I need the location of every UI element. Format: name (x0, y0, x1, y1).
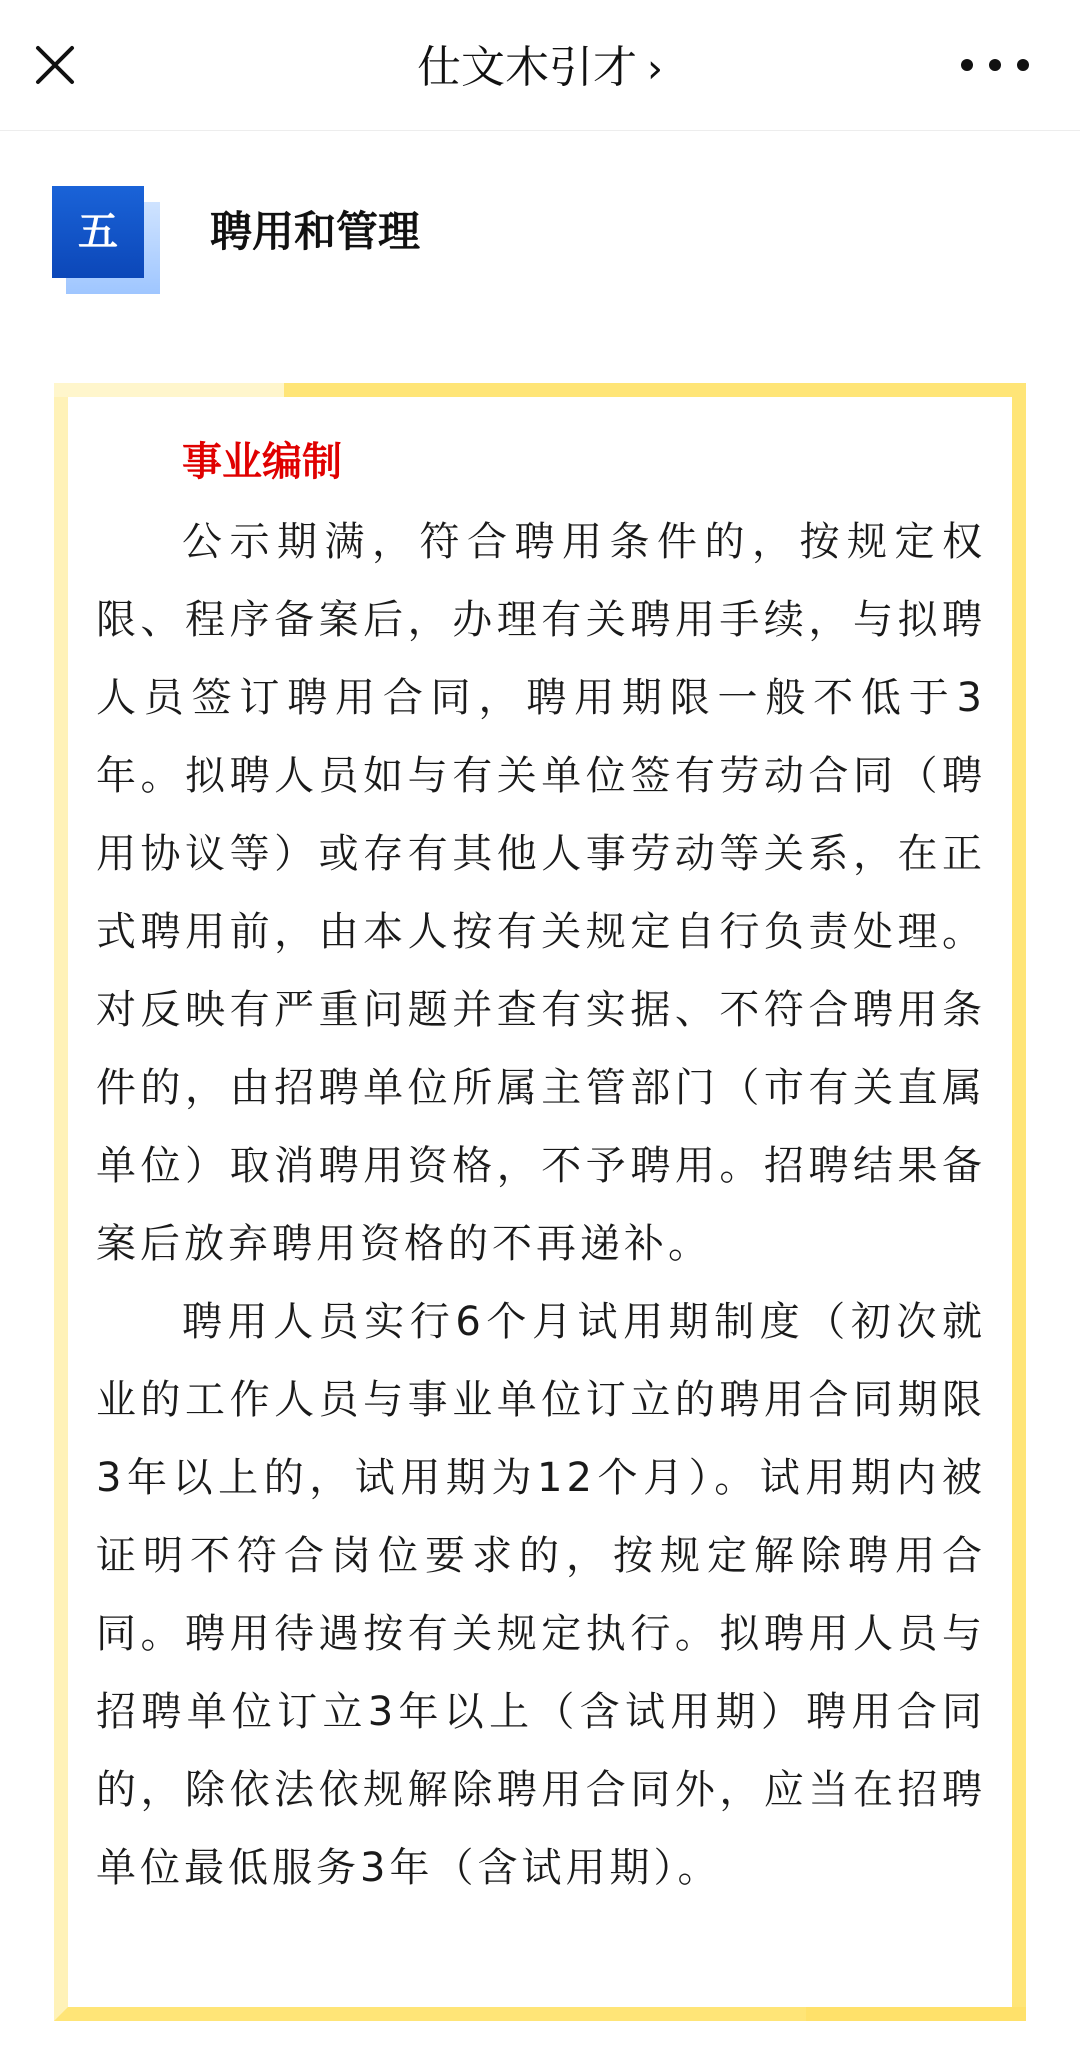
card-subheading: 事业编制 (182, 439, 342, 485)
card-bottom-accent (806, 2007, 1026, 2021)
account-name: 仕文木引才 (417, 42, 637, 93)
account-title-link[interactable] (0, 40, 1080, 96)
section-title: 聘用和管理 (210, 207, 421, 256)
paragraph-2: 聘用人员实行6个月试用期制度（初次就业的工作人员与事业单位订立的聘用合同期限3年以上的，试用期为12个月）。试用期内被证明不符合岗位要求的，按规定解除聘用合同。聘用待遇按有关规定执行。拟聘用人员与招聘单位订立3年以上（含试用期）聘用合同的，除依法依规解除聘用合同外，应当在招聘单位最低服务3年（含试用期）。 (96, 1299, 986, 1891)
top-nav-bar (0, 0, 1080, 131)
card-top-accent (54, 383, 284, 397)
section-number-badge: 五 (52, 186, 144, 278)
more-icon (955, 52, 1035, 78)
card-body (96, 431, 986, 1907)
more-button[interactable] (955, 52, 1035, 78)
content-card (54, 383, 1026, 2021)
chevron-right-icon: › (647, 46, 663, 92)
section-header (52, 186, 652, 296)
paragraph-1: 公示期满，符合聘用条件的，按规定权限、程序备案后，办理有关聘用手续，与拟聘人员签订聘用合同，聘用期限一般不低于3年。拟聘人员如与有关单位签有劳动合同（聘用协议等）或存有其他人事劳动等关系，在正式聘用前，由本人按有关规定自行负责处理。对反映有严重问题并查有实据、不符合聘用条件的，由招聘单位所属主管部门（市有关直属单位）取消聘用资格，不予聘用。招聘结果备案后放弃聘用资格的不再递补。 (96, 519, 986, 1267)
